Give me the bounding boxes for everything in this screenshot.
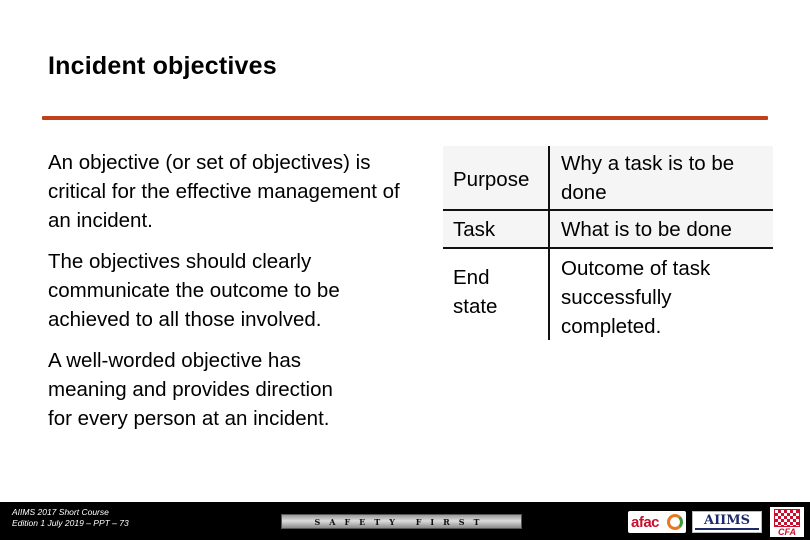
title-divider [42,116,768,120]
paragraph-2: The objectives should clearly communicate the outcome to be achieved to all those involved. [48,250,340,331]
aiims-stripe [695,528,759,530]
footer-caption [12,507,129,529]
table-term: Task [453,218,496,241]
aiims-logo [692,511,762,533]
safety-first-banner: SAFETY FIRST [281,514,522,529]
afac-logo-text: afac [631,513,660,531]
objective-table [443,146,773,340]
table-row-divider [443,209,773,211]
table-description: Outcome of task successfully completed. [561,257,711,338]
table-term: End state [453,266,498,318]
table-row-task [443,211,773,247]
cfa-checker-icon [774,509,800,527]
afac-swirl-icon [667,514,683,530]
slide-title: Incident objectives [48,52,277,80]
aiims-logo-text: AIIMS [703,513,751,528]
paragraph-3: A well-worded objective has meaning and provides direction for every person at an incident. [48,349,333,430]
footer-course: AIIMS 2017 Short Course [12,507,109,517]
body-text [48,148,418,445]
footer-bar [0,502,810,540]
cfa-logo [770,507,804,537]
cfa-logo-text: CFA [778,527,796,537]
table-row-divider [443,247,773,249]
afac-logo [628,511,686,533]
table-row-purpose [443,146,773,209]
paragraph-1: An objective (or set of objectives) is critical for the effective management of an incident. [48,151,400,232]
table-term: Purpose [453,168,530,191]
table-description: What is to be done [561,218,732,241]
table-row-end-state [443,249,773,340]
table-column-divider [548,146,550,340]
table-description: Why a task is to be done [561,152,735,204]
footer-edition: Edition 1 July 2019 – PPT – 73 [12,518,129,528]
